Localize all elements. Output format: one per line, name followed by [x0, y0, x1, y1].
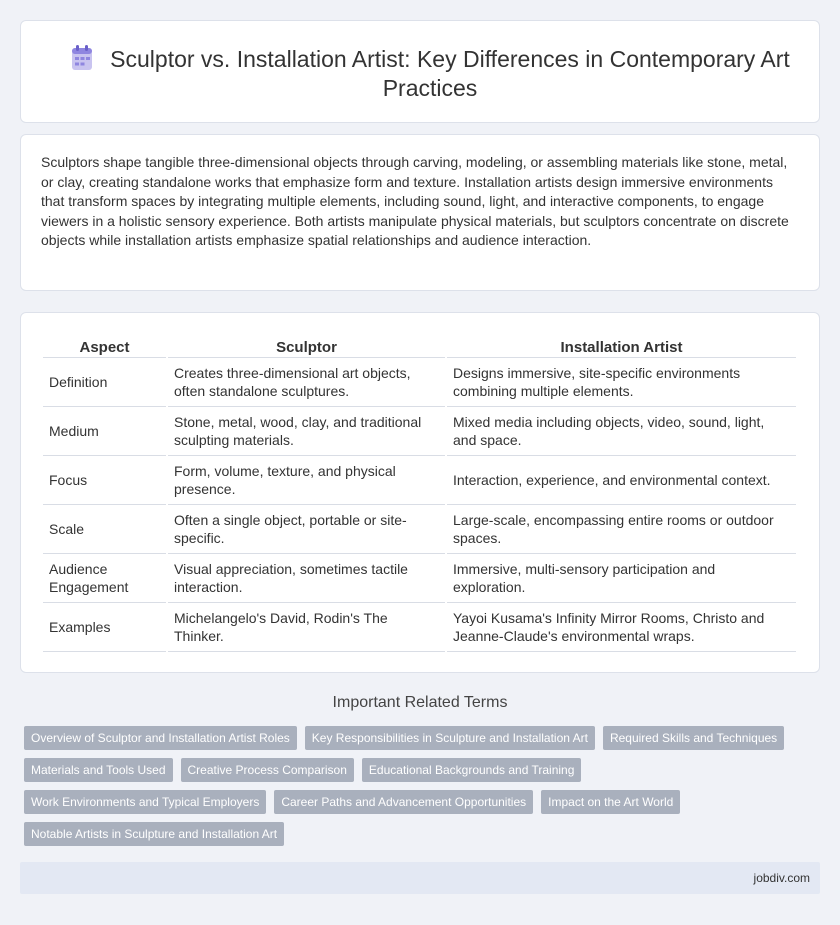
- related-term-tag[interactable]: Work Environments and Typical Employers: [24, 790, 266, 814]
- comparison-card: [20, 312, 820, 673]
- table-row: [43, 554, 796, 603]
- cell-installation-artist: Interaction, experience, and environmental context.: [447, 456, 796, 505]
- related-term-tag[interactable]: Career Paths and Advancement Opportunities: [274, 790, 533, 814]
- related-term-tag[interactable]: Educational Backgrounds and Training: [362, 758, 581, 782]
- table-header-row: [43, 333, 796, 358]
- related-term-tag[interactable]: Creative Process Comparison: [181, 758, 354, 782]
- intro-paragraph: Sculptors shape tangible three-dimensional objects through carving, modeling, or assembling materials like stone, metal, or clay, creating standalone works that emphasize form and texture. Installation artists design immersive environments that transform spaces by integrating multiple elements, including sound, light, and interactive components, to engage viewers in a holistic sensory experience. Both artists manipulate physical materials, but sculptors concentrate on discrete objects while installation artists emphasize spatial relationships and audience interaction.: [41, 154, 789, 248]
- intro-card: [20, 134, 820, 291]
- cell-aspect: Examples: [43, 603, 166, 652]
- comparison-table: [41, 333, 798, 652]
- cell-installation-artist: Immersive, multi-sensory participation and exploration.: [447, 554, 796, 603]
- related-term-tag[interactable]: Key Responsibilities in Sculpture and Installation Art: [305, 726, 595, 750]
- document-icon: [70, 45, 94, 71]
- cell-installation-artist: Designs immersive, site-specific environments combining multiple elements.: [447, 358, 796, 407]
- footer-site-link[interactable]: jobdiv.com: [753, 871, 810, 885]
- title-card: [20, 20, 820, 123]
- related-terms-heading: Important Related Terms: [332, 694, 508, 711]
- header-aspect: Aspect: [43, 333, 166, 358]
- table-row: [43, 505, 796, 554]
- table-row: [43, 456, 796, 505]
- header-sculptor: Sculptor: [168, 333, 445, 358]
- related-term-tag[interactable]: Notable Artists in Sculpture and Installation Art: [24, 822, 284, 846]
- cell-sculptor: Creates three-dimensional art objects, often standalone sculptures.: [168, 358, 445, 407]
- cell-sculptor: Michelangelo's David, Rodin's The Thinker.: [168, 603, 445, 652]
- cell-aspect: Medium: [43, 407, 166, 456]
- table-row: [43, 603, 796, 652]
- page-title: [61, 45, 799, 103]
- cell-installation-artist: Large-scale, encompassing entire rooms or outdoor spaces.: [447, 505, 796, 554]
- related-term-tag[interactable]: Impact on the Art World: [541, 790, 680, 814]
- related-term-tag[interactable]: Materials and Tools Used: [24, 758, 173, 782]
- page-title-text: Sculptor vs. Installation Artist: Key Differences in Contemporary Art Practices: [110, 46, 790, 101]
- table-row: [43, 407, 796, 456]
- cell-sculptor: Visual appreciation, sometimes tactile interaction.: [168, 554, 445, 603]
- cell-aspect: Scale: [43, 505, 166, 554]
- cell-sculptor: Often a single object, portable or site-specific.: [168, 505, 445, 554]
- related-terms-list: [24, 726, 804, 846]
- cell-aspect: Definition: [43, 358, 166, 407]
- cell-aspect: Focus: [43, 456, 166, 505]
- cell-aspect: Audience Engagement: [43, 554, 166, 603]
- table-row: [43, 358, 796, 407]
- header-installation-artist: Installation Artist: [447, 333, 796, 358]
- related-term-tag[interactable]: Overview of Sculptor and Installation Artist Roles: [24, 726, 297, 750]
- footer: [20, 862, 820, 894]
- cell-installation-artist: Mixed media including objects, video, sound, light, and space.: [447, 407, 796, 456]
- cell-sculptor: Form, volume, texture, and physical presence.: [168, 456, 445, 505]
- cell-sculptor: Stone, metal, wood, clay, and traditional sculpting materials.: [168, 407, 445, 456]
- cell-installation-artist: Yayoi Kusama's Infinity Mirror Rooms, Christo and Jeanne-Claude's environmental wraps.: [447, 603, 796, 652]
- related-term-tag[interactable]: Required Skills and Techniques: [603, 726, 784, 750]
